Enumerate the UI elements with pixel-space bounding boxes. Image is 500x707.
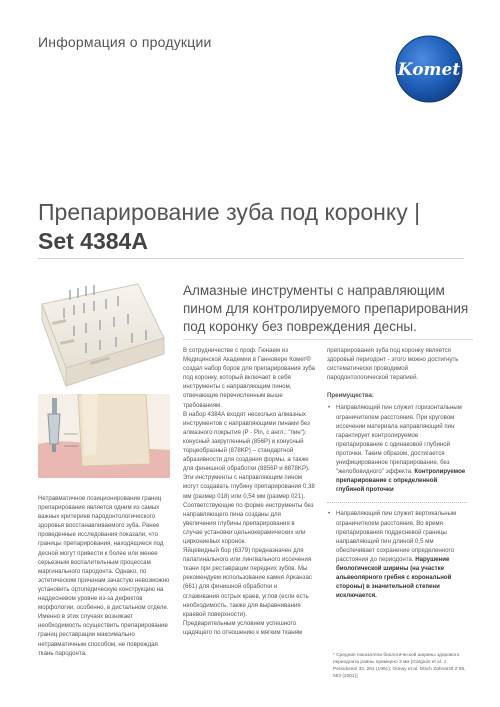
lead-paragraph: Алмазные инструменты с направляющим пином для контролируемого препарирования под коронку без повреждения десны. bbox=[183, 283, 469, 334]
komet-logo bbox=[394, 34, 464, 104]
dotted-divider bbox=[327, 502, 467, 503]
lead-divider bbox=[183, 339, 473, 340]
section-header: Информация о продукции bbox=[38, 34, 212, 50]
paragraph: Яйцевидный бор (6379) предназначен для палатинального или лингвального иссечения ткани при реставрации передних зубов. Мы рекомендуем использование камня Арканзас (661) для финишной обработки и сглаживания острых краев, углов (если есть необходимость, также для выравнивания краевой поверхности). bbox=[183, 547, 312, 618]
footnote: * Средние показатели биологической ширины здорового периодонта равны примерно 3 мм [Gargiulo et al. J Periodontol 32, 261 (1961); Günay et al. Dtsch Zahnärztl Z 56, 583 (2001)] bbox=[333, 653, 466, 679]
advantage-item bbox=[327, 403, 467, 494]
svg-text:Komet: Komet bbox=[397, 60, 461, 80]
paragraph: В набор 4384А входят несколько алмазных инструментов с направляющими пинами без алмазного покрытия (Р - Pin, с англ.: "пин"): конусный закругленный (856Р) и конусный торцеобразный (878KP) – стандартной абразивности для создания формы, а также для финишной обработки (8856P и 8878KP). Эти инструменты с направляющим пином могут создавать глубину препарирования 0,38 мм (размер 018) или 0,54 мм (размер 021). Соответствующие по форме инструменты без направляющего пина созданы для увеличения глубины препарирования в случае установки цельнокерамических или циркониевых коронок. bbox=[183, 410, 315, 545]
tooth-preparation-diagram bbox=[38, 394, 170, 478]
paragraph: препарирования зуба под коронку является здоровый периодонт - этого можно достигнуть систематически проводимой пародонтологической терапией. bbox=[327, 347, 459, 382]
paragraph: Предварительным условием успешного щадящего по отношению к мягким тканям bbox=[183, 619, 303, 636]
advantage-text: Направляющий пин служит горизонтальным ограничителем расстояния. При круговом иссечении материала направляющий пин гарантирует контролируемое препарирование с одинаковой глубиной проточки. Таким образом, достигается унифицированное препарирование, без "желобовидного" эффекта. bbox=[336, 404, 462, 476]
advantages-heading: Преимущества: bbox=[327, 392, 374, 400]
advantage-text: Направляющий пин служит вертикальным ограничителем расстояния. Во время препарирования поддесневой границы направляющий пин длиной 0,5 мм обеспечивает сохранение определенного расстояния до периодонта. bbox=[336, 510, 457, 563]
divider bbox=[38, 258, 464, 259]
page-title bbox=[38, 198, 478, 256]
instrument-set-image bbox=[30, 278, 172, 392]
left-note-paragraph: Нетравматичное позиционирование границ препарирования является одним из самых важных критериев пародонтологического здоровья восстанавливаемого зуба. Ранее проведенные исследования показали, что границы препарирования, находящиеся под десной могут привести к более или менее серьезным воспалительным процессам маргинального пародонта. Однако, по эстетическим причинам зачастую невозможно установить ортопедическую конструкцию на наддесневом уровне из-за дефектов морфологии, особенно, в дистальном отделе. Именно в этих случаях возникает необходимость осуществить препарирование границ реставрации максимально нетравматичным способом, не повреждая ткань пародонта. bbox=[38, 495, 170, 657]
title-line-1: Препарирование зуба под коронку | bbox=[38, 199, 421, 225]
paragraph: В сотрудничестве с проф. Гюнаем из Медицинской Академии в Ганновере Комет® создал набор боров для препарирования зуба под коронку, который включает в себя инструменты с направляющим пином, отвечающие перечисленным выше требованиям. bbox=[183, 347, 315, 409]
right-column bbox=[327, 346, 467, 600]
advantage-highlight: Контролируемое препарирование с определенной глубиной проточки bbox=[336, 468, 466, 494]
title-line-2: Set 4384A bbox=[38, 228, 148, 254]
advantage-item bbox=[327, 509, 467, 600]
middle-column bbox=[183, 346, 315, 637]
advantage-highlight: Нарушение биологической ширины (на участке альвеолярного гребня с корональной стороны) в значительной степени исключается. bbox=[336, 555, 452, 600]
